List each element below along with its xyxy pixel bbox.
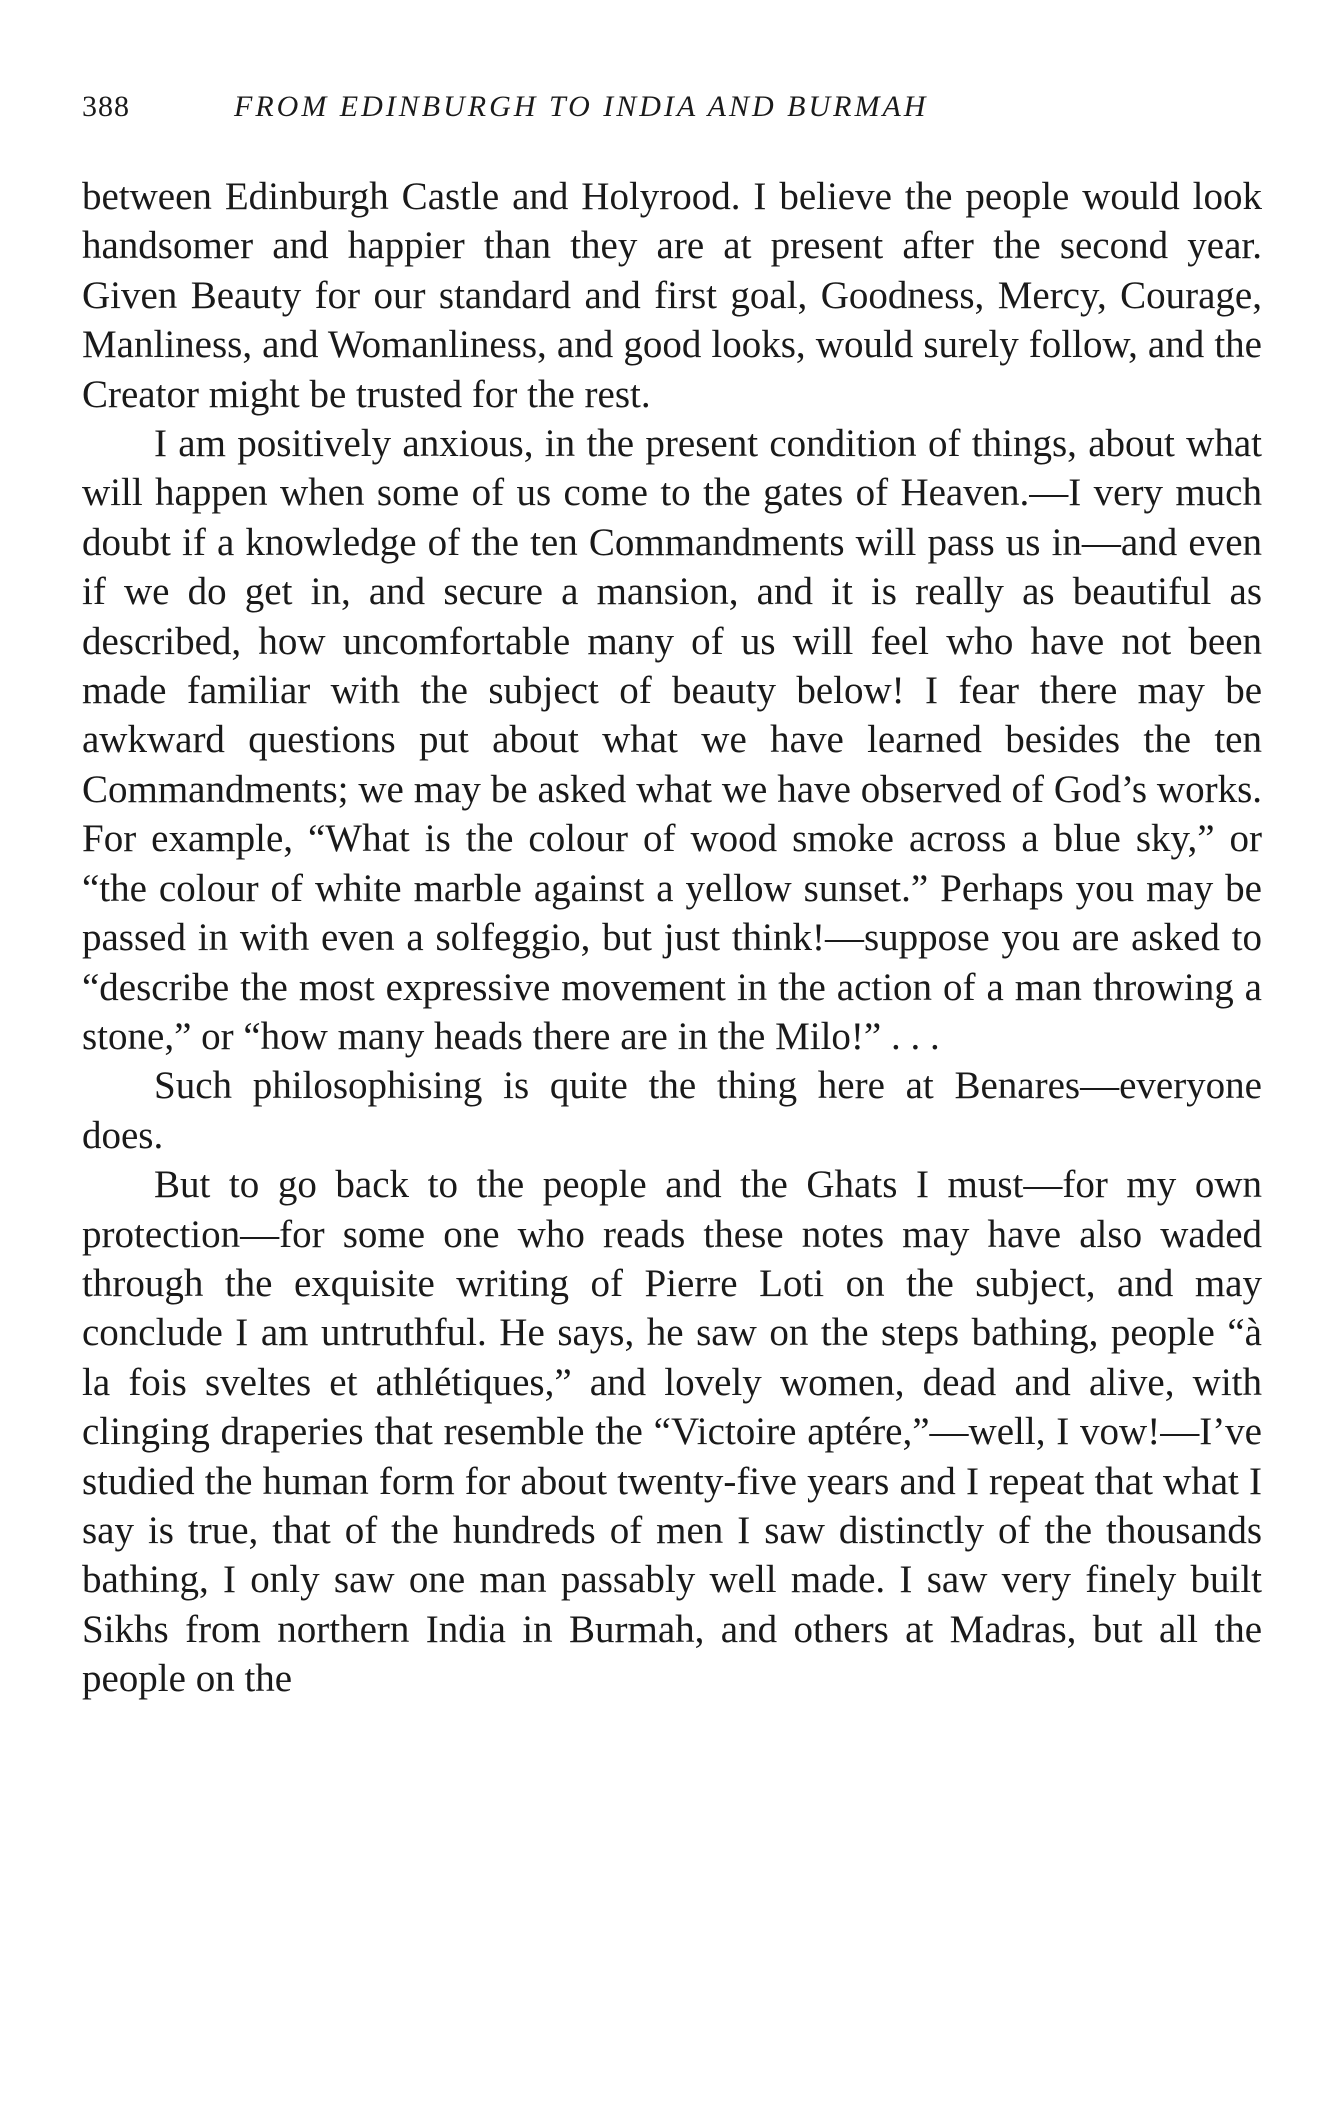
body-text — [82, 172, 1262, 1704]
paragraph-1: between Edinburgh Castle and Holyrood. I believe the people would look handsomer and happier than they are at present after the second year. Given Beauty for our standard and first goal, Goodness, Mercy, Courage, Manliness, and Womanliness, and good looks, would surely follow, and the Creator might be trusted for the rest. — [82, 175, 1262, 416]
paragraph-3: Such philosophising is quite the thing here at Benares—everyone does. — [82, 1064, 1262, 1157]
paragraph-4: But to go back to the people and the Ghats I must—for my own protection—for some one who reads these notes may have also waded through the exquisite writing of Pierre Loti on the subject, and may conclude I am untruthful. He says, he saw on the steps bathing, people “à la fois sveltes et athlétiques,” and lovely women, dead and alive, with clinging draperies that resemble the “Victoire aptére,”—well, I vow!—I’ve studied the human form for about twenty-five years and I repeat that what I say is true, that of the hundreds of men I saw distinctly of the thousands bathing, I only saw one man passably well made. I saw very finely built Sikhs from northern India in Burmah, and others at Madras, but all the people on the — [82, 1163, 1262, 1701]
page-number: 388 — [82, 90, 130, 123]
running-head: FROM EDINBURGH TO INDIA AND BURMAH — [234, 90, 929, 123]
page-header — [82, 90, 1262, 140]
paragraph-2: I am positively anxious, in the present condition of things, about what will happen when some of us come to the gates of Heaven.—I very much doubt if a knowledge of the ten Commandments will pass us in—and even if we do get in, and secure a mansion, and it is really as beautiful as described, how uncomfortable many of us will feel who have not been made familiar with the subject of beauty below! I fear there may be awkward questions put about what we have learned besides the ten Commandments; we may be asked what we have observed of God’s works. For example, “What is the colour of wood smoke across a blue sky,” or “the colour of white marble against a yellow sunset.” Perhaps you may be passed in with even a solfeggio, but just think!—suppose you are asked to “describe the most expressive movement in the action of a man throwing a stone,” or “how many heads there are in the Milo!” . . . — [82, 422, 1262, 1058]
